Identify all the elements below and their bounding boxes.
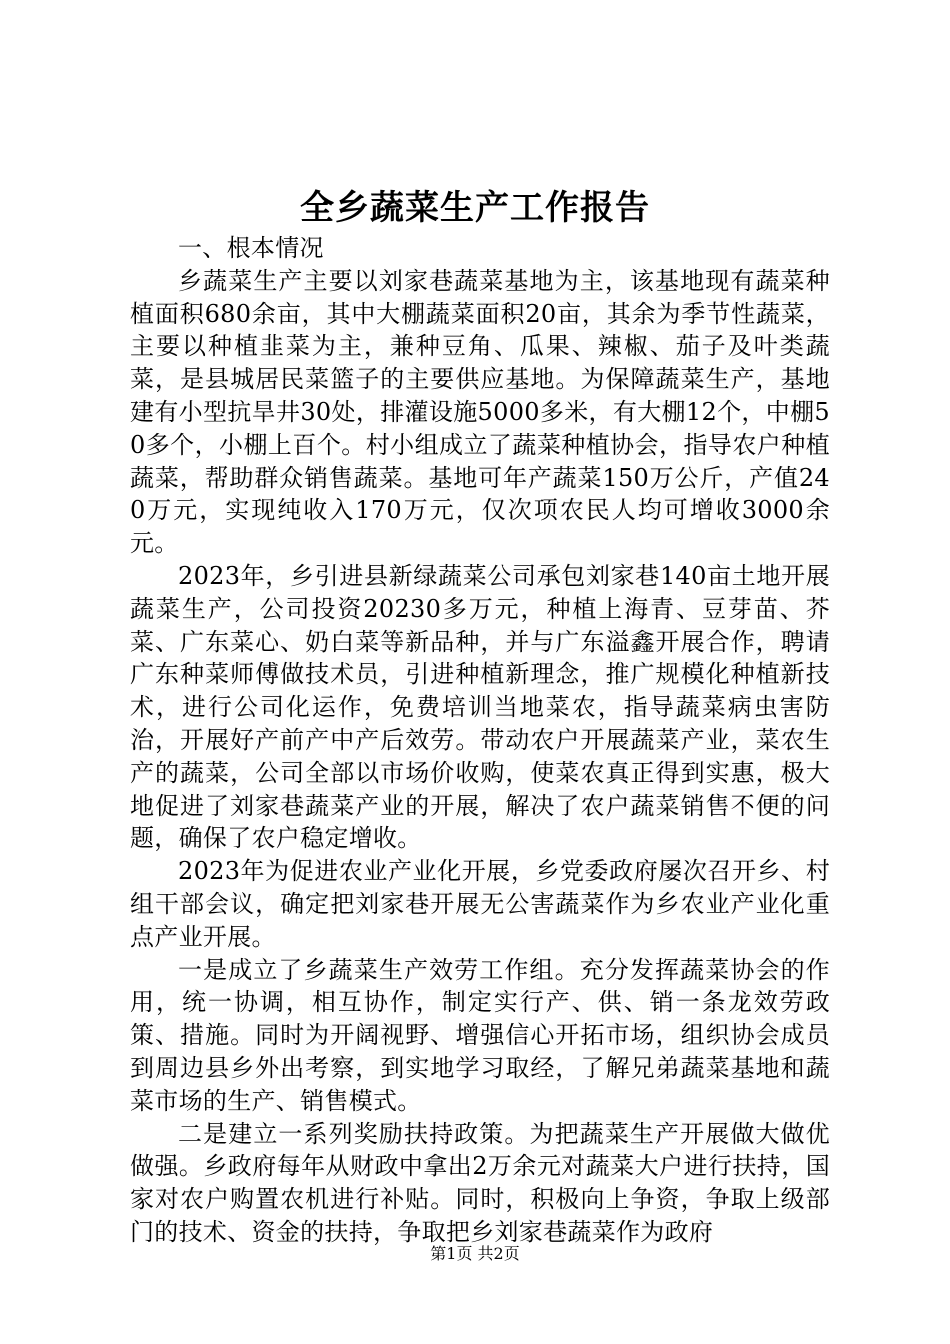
paragraph-base-overview: 乡蔬菜生产主要以刘家巷蔬菜基地为主，该基地现有蔬菜种植面积680余亩，其中大棚蔬菜面积20亩，其余为季节性蔬菜，主要以种植韭菜为主，兼种豆角、瓜果、辣椒、茄子及叶类蔬菜，是县城居民菜篮子的主要供应基地。为保障蔬菜生产，基地建有小型抗旱井30处，排灌设施5000多米，有大棚12个，中棚50多个，小棚上百个。村小组成立了蔬菜种植协会，指导农户种植蔬菜，帮助群众销售蔬菜。基地可年产蔬菜150万公斤，产值240万元，实现纯收入170万元，仅次项农民人均可增收3000余元。 [130, 266, 830, 558]
paragraph-incentive-policy: 二是建立一系列奖励扶持政策。为把蔬菜生产开展做大做优做强。乡政府每年从财政中拿出2万余元对蔬菜大户进行扶持，国家对农户购置农机进行补贴。同时，积极向上争资，争取上级部门的技术、资金的扶持，争取把乡刘家巷蔬菜作为政府 [130, 1119, 830, 1246]
document-title: 全乡蔬菜生产工作报告 [300, 188, 650, 228]
paragraph-section-heading: 一、根本情况 [178, 234, 324, 262]
paragraph-service-group: 一是成立了乡蔬菜生产效劳工作组。充分发挥蔬菜协会的作用，统一协调，相互协作，制定实行产、供、销一条龙效劳政策、措施。同时为开阔视野、增强信心开拓市场，组织协会成员到周边县乡外出考察，到实地学习取经，了解兄弟蔬菜基地和蔬菜市场的生产、销售模式。 [130, 955, 830, 1115]
page-number-footer: 第1页 共2页 [430, 1244, 520, 1263]
paragraph-industrialization: 2023年为促进农业产业化开展，乡党委政府屡次召开乡、村组干部会议，确定把刘家巷开展无公害蔬菜作为乡农业产业化重点产业开展。 [130, 857, 830, 951]
paragraph-company-cooperation: 2023年，乡引进县新绿蔬菜公司承包刘家巷140亩土地开展蔬菜生产，公司投资20230多万元，种植上海青、豆芽苗、芥菜、广东菜心、奶白菜等新品种，并与广东溢鑫开展合作，聘请广东种菜师傅做技术员，引进种植新理念，推广规模化种植新技术，进行公司化运作，免费培训当地菜农，指导蔬菜病虫害防治，开展好产前产中产后效劳。带动农户开展蔬菜产业，菜农生产的蔬菜，公司全部以市场价收购，使菜农真正得到实惠，极大地促进了刘家巷蔬菜产业的开展，解决了农户蔬菜销售不便的问题，确保了农户稳定增收。 [130, 561, 830, 853]
document-body [130, 232, 830, 1249]
